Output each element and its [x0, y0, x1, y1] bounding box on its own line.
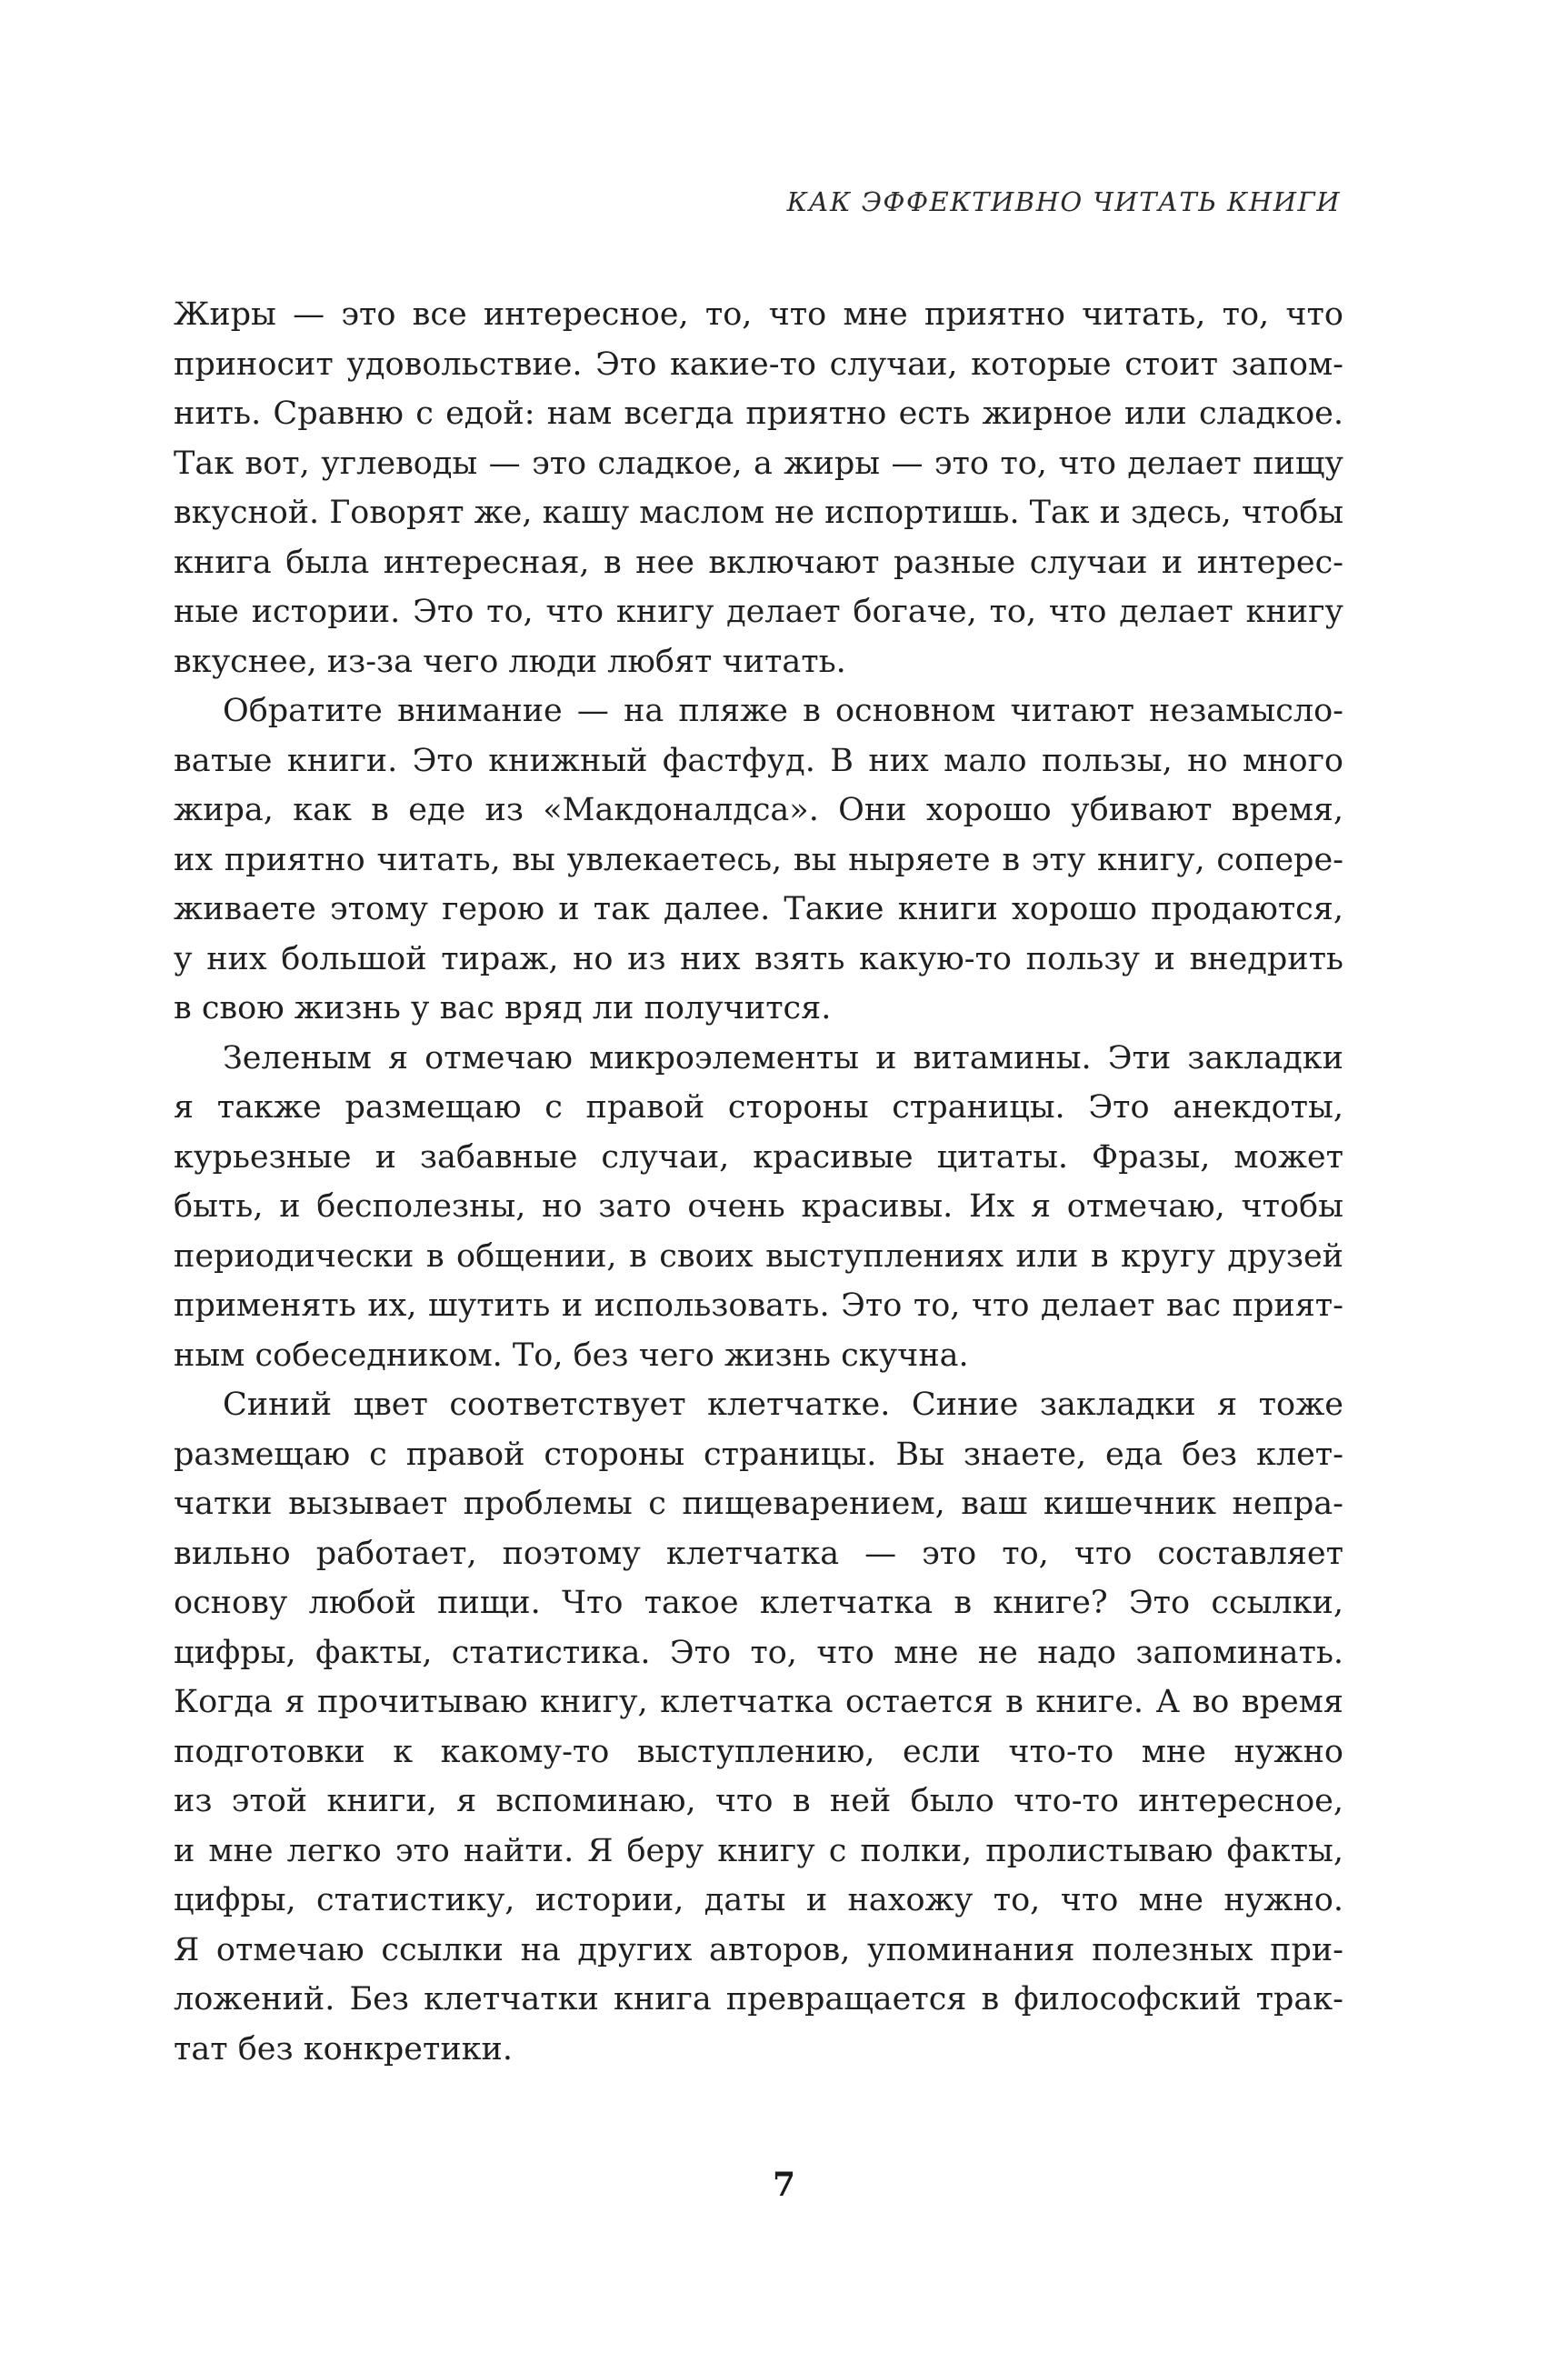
text-line: размещаю с правой стороны страницы. Вы знаете, еда без клет- — [174, 1436, 1343, 1473]
paragraph — [174, 1380, 1343, 2074]
body-text — [174, 290, 1343, 2074]
text-line: Я отмечаю ссылки на других авторов, упоминания полезных при- — [174, 1931, 1343, 1968]
text-line: применять их, шутить и использовать. Это то, что делает вас прият- — [174, 1287, 1343, 1324]
text-line: у них большой тираж, но из них взять какую-то пользу и внедрить — [174, 940, 1343, 977]
text-line: их приятно читать, вы увлекаетесь, вы ныряете в эту книгу, сопере- — [174, 841, 1343, 878]
text-line: вильно работает, поэтому клетчатка — это то, что составляет — [174, 1535, 1343, 1572]
text-line: вкусной. Говорят же, кашу маслом не испортишь. Так и здесь, чтобы — [174, 495, 1343, 531]
text-line: Синий цвет соответствует клетчатке. Синие закладки я тоже — [223, 1387, 1343, 1423]
text-line: ложений. Без клетчатки книга превращается в философский трак- — [174, 1981, 1343, 2018]
text-line: основу любой пищи. Что такое клетчатка в книге? Это ссылки, — [174, 1585, 1343, 1621]
page-number: 7 — [772, 2166, 796, 2204]
text-line: живаете этому герою и так далее. Такие книги хорошо продаются, — [174, 891, 1343, 927]
text-line: Когда я прочитываю книгу, клетчатка остается в книге. А во время — [174, 1684, 1343, 1720]
text-line: ным собеседником. То, без чего жизнь скучна. — [174, 1337, 969, 1374]
text-line: нить. Сравню с едой: нам всегда приятно есть жирное или сладкое. — [174, 396, 1343, 432]
text-line: подготовки к какому-то выступлению, если что-то мне нужно — [174, 1733, 1343, 1770]
paragraph — [174, 1034, 1343, 1381]
text-line: вкуснее, из-за чего люди любят читать. — [174, 643, 846, 680]
running-head-title: КАК ЭФФЕКТИВНО ЧИТАТЬ КНИГИ — [786, 186, 1341, 217]
text-line: я также размещаю с правой стороны страницы. Это анекдоты, — [174, 1089, 1343, 1126]
text-line: ватые книги. Это книжный фастфуд. В них мало пользы, но много — [174, 742, 1343, 779]
text-line: тат без конкретики. — [174, 2030, 514, 2068]
text-line: Обратите внимание — на пляже в основном читают незамысло- — [223, 693, 1343, 729]
paragraph — [174, 290, 1343, 686]
text-line: из этой книги, я вспоминаю, что в ней было что-то интересное, — [174, 1783, 1343, 1819]
text-line: Зеленым я отмечаю микроэлементы и витамины. Эти закладки — [223, 1039, 1343, 1076]
paragraph — [174, 686, 1343, 1034]
text-line: жира, как в еде из «Макдоналдса». Они хорошо убивают время, — [174, 792, 1343, 828]
text-line: Жиры — это все интересное, то, что мне приятно читать, то, что — [174, 296, 1343, 333]
text-line: курьезные и забавные случаи, красивые цитаты. Фразы, может — [174, 1138, 1343, 1176]
text-line: чатки вызывает проблемы с пищеварением, ваш кишечник непра- — [174, 1486, 1343, 1522]
text-line: приносит удовольствие. Это какие-то случаи, которые стоит запом- — [174, 345, 1343, 383]
text-line: быть, и бесполезны, но зато очень красивы. Их я отмечаю, чтобы — [174, 1188, 1343, 1225]
text-line: и мне легко это найти. Я беру книгу с полки, пролистываю факты, — [174, 1832, 1343, 1869]
text-line: Так вот, углеводы — это сладкое, а жиры — это то, что делает пищу — [174, 445, 1343, 482]
text-line: цифры, статистику, истории, даты и нахожу то, что мне нужно. — [174, 1882, 1343, 1918]
text-line: цифры, факты, статистика. Это то, что мне не надо запоминать. — [174, 1634, 1343, 1671]
text-line: периодически в общении, в своих выступлениях или в кругу друзей — [174, 1237, 1343, 1275]
text-line: в свою жизнь у вас вряд ли получится. — [174, 990, 832, 1026]
text-line: ные истории. Это то, что книгу делает богаче, то, что делает книгу — [174, 594, 1343, 630]
text-line: книга была интересная, в нее включают разные случаи и интерес- — [174, 544, 1343, 581]
